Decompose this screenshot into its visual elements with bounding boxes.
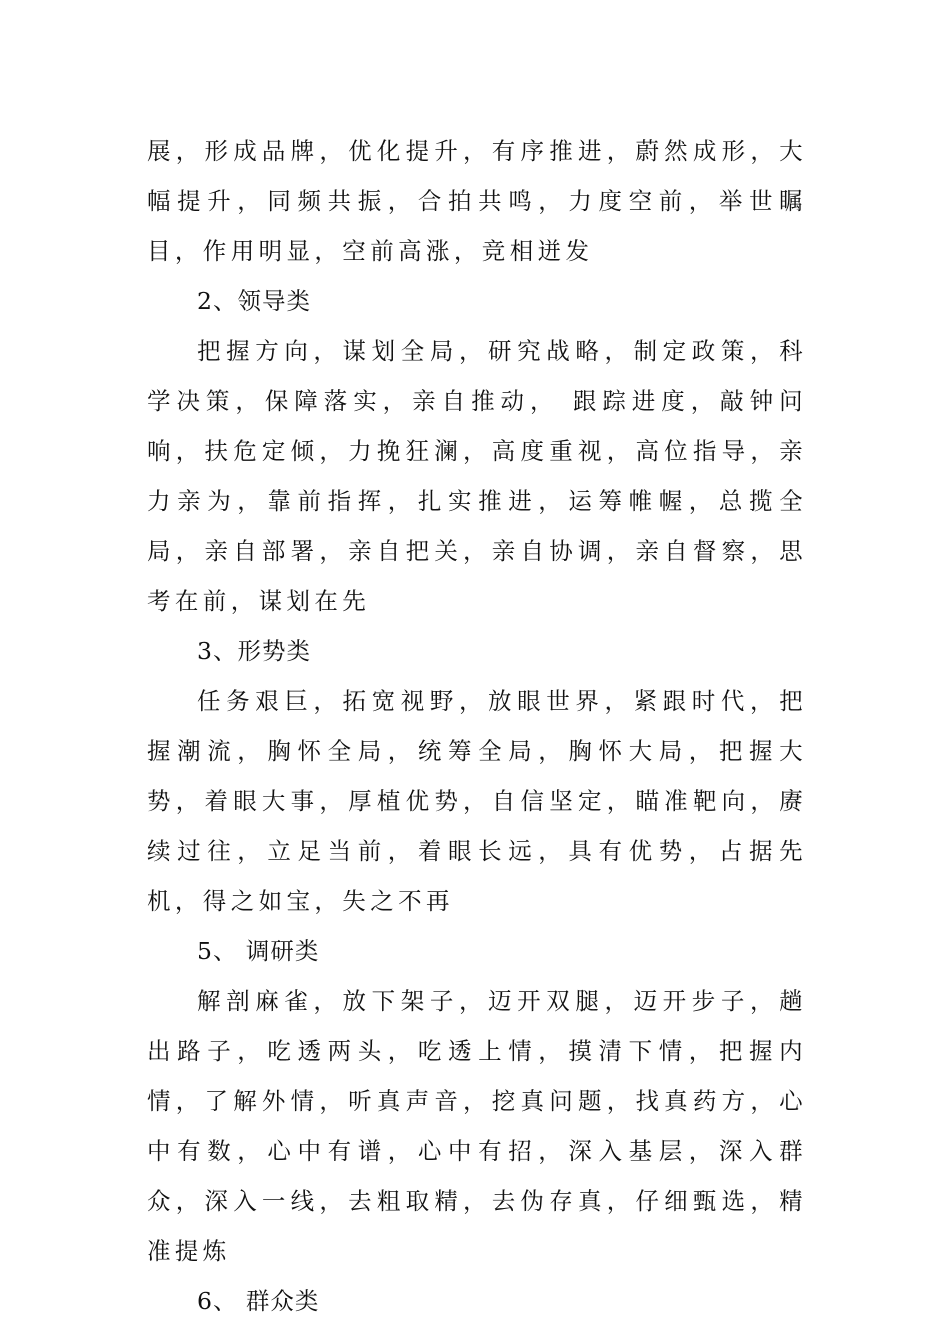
- body-paragraph-1: 展，形成品牌，优化提升，有序推进，蔚然成形，大幅提升，同频共振，合拍共鸣，力度空前，举世瞩目，作用明显，空前高涨，竞相迸发: [147, 137, 807, 265]
- body-paragraph-situation: 任务艰巨，拓宽视野，放眼世界，紧跟时代，把握潮流，胸怀全局，统筹全局，胸怀大局，把握大势，着眼大事，厚植优势，自信坚定，瞄准靶向，赓续过往，立足当前，着眼长远，具有优势，占据先机，得之如宝，失之不再: [147, 687, 807, 915]
- document-page: [147, 126, 807, 1326]
- section-heading-leadership: 2、领导类: [197, 287, 311, 315]
- body-paragraph-leadership: 把握方向，谋划全局，研究战略，制定政策，科学决策，保障落实，亲自推动， 跟踪进度，敲钟问响，扶危定倾，力挽狂澜，高度重视，高位指导，亲力亲为，靠前指挥，扎实推进，运筹帷幄，总揽全局，亲自部署，亲自把关，亲自协调，亲自督察，思考在前，谋划在先: [147, 337, 807, 615]
- section-heading-research: 5、 调研类: [197, 937, 320, 965]
- body-paragraph-research: 解剖麻雀，放下架子，迈开双腿，迈开步子，趟出路子，吃透两头，吃透上情，摸清下情，把握内情，了解外情，听真声音，挖真问题，找真药方，心中有数，心中有谱，心中有招，深入基层，深入群众，深入一线，去粗取精，去伪存真，仔细甄选，精准提炼: [147, 987, 807, 1265]
- section-heading-situation: 3、形势类: [197, 637, 311, 665]
- section-heading-masses: 6、 群众类: [197, 1287, 320, 1315]
